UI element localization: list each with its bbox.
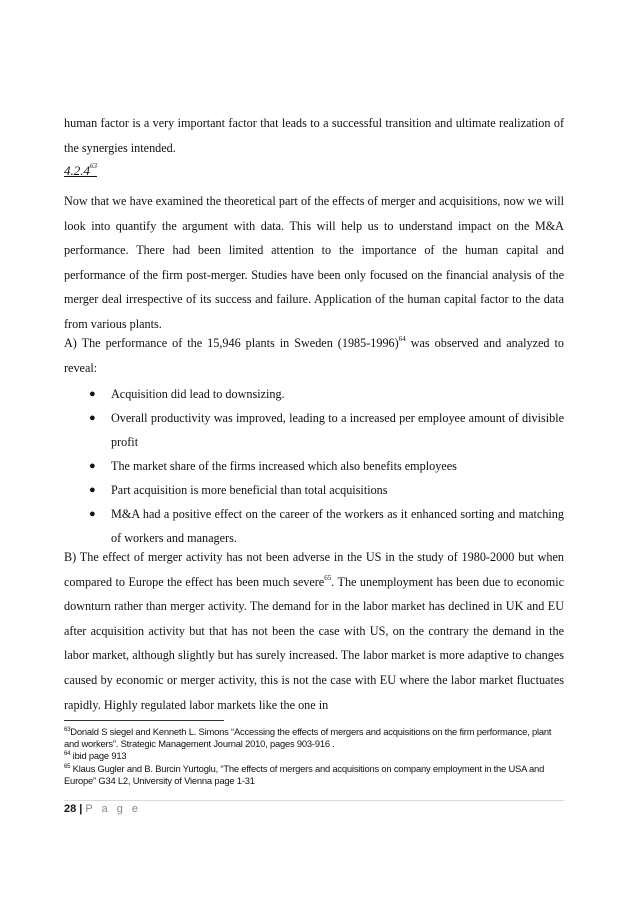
footnote-text: Donald S siegel and Kenneth L. Simons “Accessing the effects of mergers and acquisitions on the firm performance, plant and workers”. Strategic Management Journal 2010, pages 903-916 .	[64, 726, 552, 750]
bullet-icon: ●	[89, 508, 96, 520]
page-label: P a g e	[85, 803, 141, 815]
bullet-icon: ●	[89, 460, 96, 472]
list-item-text: M&A had a positive effect on the career of the workers as it enhanced sorting and matching of workers and managers.	[111, 507, 564, 545]
list-item-text: The market share of the firms increased which also benefits employees	[111, 459, 457, 473]
footnote-text: ibid page 913	[70, 750, 127, 762]
heading-text: 4.2.4	[64, 163, 90, 178]
page-number: 28	[64, 803, 77, 815]
footer-separator: |	[79, 803, 83, 815]
footer-divider	[64, 800, 564, 801]
page-footer	[64, 803, 141, 815]
list-item	[64, 502, 564, 550]
footnote-65	[64, 763, 564, 787]
footnotes	[64, 726, 564, 787]
body-paragraph: human factor is a very important factor that leads to a successful transition and ultimate realization of the synergies intended.	[64, 116, 564, 155]
footnote-64	[64, 750, 564, 762]
para-a-start: A) The performance of the 15,946 plants in Sweden (1985-1996)	[64, 336, 399, 350]
footnote-number: 63	[64, 727, 71, 733]
footnote-ref-64: 64	[398, 335, 406, 343]
list-item	[64, 454, 564, 478]
footnote-text: Klaus Gugler and B. Burcin Yurtoglu, “The effects of mergers and acquisitions on company employment in the USA and Europe” G34 L2, University of Vienna page 1-31	[64, 762, 545, 786]
footnote-divider	[64, 720, 224, 721]
footnote-ref-65: 65	[324, 573, 332, 582]
bullet-icon: ●	[89, 484, 96, 496]
list-item-text: Acquisition did lead to downsizing.	[111, 387, 285, 401]
para-b-start: B) The effect of merger activity has not been adverse in the US in the study of 1980-2000 but when compared to Europe the effect has been much severe	[64, 550, 564, 589]
list-item	[64, 382, 564, 406]
para-a-end: was observed and analyzed to reveal:	[64, 336, 564, 375]
footnote-63	[64, 726, 564, 750]
section-heading	[64, 162, 97, 179]
para-b-end: . The unemployment has been due to economic downturn rather than merger activity. The demand for in the labor market has declined in UK and EU after acquisition activity but that has not been the case with US, on the contrary the demand in the labor market, although slightly but has surely increased. The labor market is more adaptive to changes caused by economic or merger activity, this is not the case with EU where the labor market fluctuates rapidly. Highly regulated labor markets like the one in	[64, 574, 564, 712]
bullet-icon: ●	[89, 388, 96, 400]
body-paragraph-a	[64, 331, 564, 380]
footnote-ref-63: 63	[90, 162, 97, 170]
list-item	[64, 406, 564, 454]
footnote-number: 64	[64, 751, 71, 758]
footnote-number: 65	[64, 763, 71, 770]
bullet-icon: ●	[89, 412, 96, 424]
body-paragraph-b	[64, 545, 564, 717]
bullet-list	[64, 382, 564, 550]
list-item-text: Part acquisition is more beneficial than total acquisitions	[111, 483, 388, 497]
list-item	[64, 478, 564, 502]
list-item-text: Overall productivity was improved, leading to a increased per employee amount of divisible profit	[111, 411, 564, 449]
body-paragraph: Now that we have examined the theoretical part of the effects of merger and acquisitions, now we will look into quantify the argument with data. This will help us to understand impact on the M&A performance. There had been limited attention to the importance of the human capital and performance of the firm post-merger. Studies have been only focused on the financial analysis of the merger deal irrespective of its success and failure. Application of the human capital factor to the data from various plants.	[64, 194, 564, 331]
